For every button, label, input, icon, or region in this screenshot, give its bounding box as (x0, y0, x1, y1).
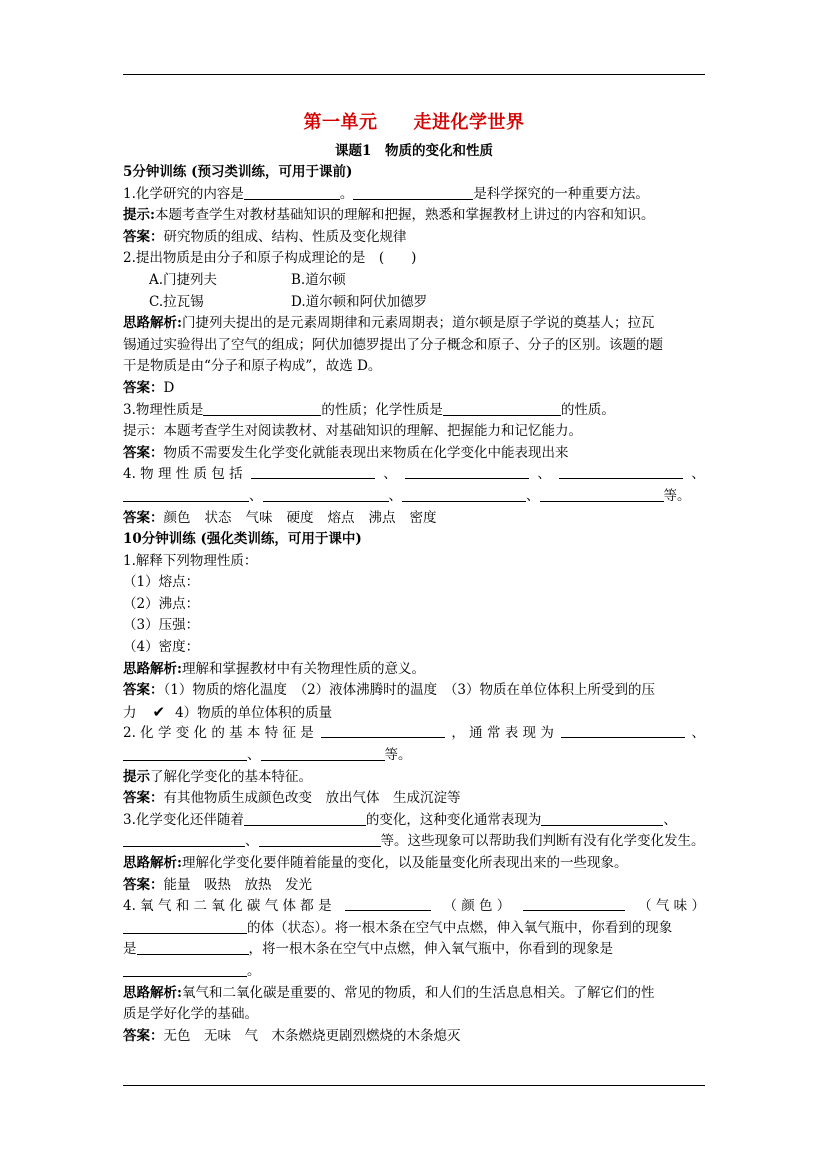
q2-analysis: 思路解析:门捷列夫提出的是元素周期律和元素周期表；道尔顿是原子学说的奠基人；拉瓦 (123, 315, 655, 332)
q5-item: （3）压强： (123, 617, 200, 634)
q5-item: （1）熔点： (123, 574, 200, 591)
q6-hint: 提示了解化学变化的基本特征。 (123, 768, 312, 785)
q4-answer: 答案：颜色 状态 气味 硬度 熔点 沸点 密度 (123, 509, 437, 526)
header-rule (123, 74, 705, 75)
q8-answer: 答案：无色 无味 气 木条燃烧更剧烈燃烧的木条熄灭 (123, 1027, 461, 1044)
q6-stem-cont: 、 等。 (123, 745, 705, 767)
q8-stem-cont: 是 ，将一根木条在空气中点燃，伸入氧气瓶中，你看到的现象是 (123, 941, 613, 958)
q6-answer: 答案：有其他物质生成颜色改变 放出气体 生成沉淀等 (123, 790, 461, 807)
q5-item: （2）沸点： (123, 595, 200, 612)
q5-item: （4）密度： (123, 639, 200, 656)
blank[interactable] (345, 896, 431, 911)
check-mark-icon: ✔ (152, 702, 166, 721)
q8-stem: 4. 氧 气 和 二 氧 化 碳 气 体 都 是 （ 颜 色 ） （ 气 味 ） (123, 898, 705, 915)
blank[interactable] (244, 185, 340, 200)
q2-answer: 答案：D (123, 379, 175, 396)
q5-answer: 答案：（1）物质的熔化温度 （2）液体沸腾时的温度 （3）物质在单位体积上所受到的压 (123, 682, 656, 699)
blank[interactable] (321, 723, 445, 738)
blank[interactable] (261, 746, 385, 761)
unit-number: 第一单元 (303, 112, 378, 133)
q5-answer-cont: 力 ✔ 4）物质的单位体积的质量 (123, 702, 705, 724)
q8-analysis: 思路解析:氧气和二氧化碳是重要的、常见的物质，和人们的生活息息相关。了解它们的性 (123, 984, 655, 1001)
blank[interactable] (123, 832, 245, 847)
blank[interactable] (523, 896, 625, 911)
blank[interactable] (263, 487, 389, 502)
blank[interactable] (137, 940, 249, 955)
q5-stem: 1.解释下列物理性质： (123, 552, 258, 569)
q8-stem-cont: 。 (123, 961, 705, 983)
q7-answer: 答案：能量 吸热 放热 发光 (123, 876, 312, 893)
q5-analysis: 思路解析:理解和掌握教材中有关物理性质的意义。 (123, 660, 425, 677)
q1-stem: 1.化学研究的内容是 。 是科学探究的一种重要方法。 (123, 185, 649, 202)
blank[interactable] (443, 401, 561, 416)
q4-stem-cont: 、 、 、 等。 (123, 486, 705, 508)
unit-name: 走进化学世界 (413, 112, 525, 133)
blank[interactable] (259, 832, 381, 847)
blank[interactable] (561, 723, 685, 738)
blank[interactable] (123, 962, 247, 977)
q3-stem: 3.物理性质是 的性质；化学性质是 的性质。 (123, 401, 615, 418)
q3-answer: 答案：物质不需要发生化学变化就能表现出来物质在化学变化中能表现出来 (123, 444, 569, 461)
blank[interactable] (123, 487, 249, 502)
blank[interactable] (251, 464, 375, 479)
unit-title (123, 106, 705, 140)
section-10min: 10分钟训练 (强化类训练，可用于课中) (123, 531, 362, 548)
blank[interactable] (123, 746, 247, 761)
blank[interactable] (353, 185, 473, 200)
q7-stem: 3.化学变化还伴随着 的变化，这种变化通常表现为 、 (123, 811, 677, 828)
q7-analysis: 思路解析:理解化学变化要伴随着能量的变化，以及能量变化所表现出来的一些现象。 (123, 855, 628, 871)
q3-hint: 提示：本题考查学生对阅读教材、对基础知识的理解、把握能力和记忆能力。 (123, 423, 582, 440)
q6-stem: 2. 化 学 变 化 的 基 本 特 征 是 ， 通 常 表 现 为 、 (123, 725, 705, 742)
q2-analysis-cont: 干是物质是由“分子和原子构成”，故选 D。 (123, 358, 382, 375)
q4-stem: 4. 物 理 性 质 包 括 、 、 、 (123, 466, 705, 483)
q7-stem-cont: 、 等。这些现象可以帮助我们判断有没有化学变化发生。 (123, 831, 705, 853)
blank[interactable] (559, 464, 683, 479)
lesson-title: 课题1 物质的变化和性质 (335, 143, 493, 159)
q2-options-ab: A.门捷列夫 B.道尔顿 (149, 271, 346, 288)
blank[interactable] (123, 919, 247, 934)
q2-stem: 2.提出物质是由分子和原子构成理论的是 ( ) (123, 250, 417, 267)
q2-options-cd: C.拉瓦锡 D.道尔顿和阿伏加德罗 (149, 293, 428, 310)
section-5min: 5分钟训练 (预习类训练，可用于课前) (123, 164, 353, 180)
q2-analysis-cont: 锡通过实验得出了空气的组成；阿伏加德罗提出了分子概念和原子、分子的区别。该题的题 (123, 336, 663, 353)
q8-analysis-cont: 质是学好化学的基础。 (123, 1006, 258, 1023)
blank[interactable] (540, 487, 664, 502)
q8-stem-cont: 的体（状态）。将一根木条在空气中点燃，伸入氧气瓶中，你看到的现象 (123, 918, 705, 940)
worksheet (123, 106, 705, 1047)
blank[interactable] (203, 401, 321, 416)
q1-answer: 答案：研究物质的组成、结构、性质及变化规律 (123, 228, 407, 245)
blank[interactable] (244, 811, 366, 826)
blank[interactable] (541, 811, 663, 826)
blank[interactable] (402, 487, 526, 502)
q1-hint: 提示:本题考查学生对教材基础知识的理解和把握，熟悉和掌握教材上讲过的内容和知识。 (123, 207, 655, 224)
footer-rule (123, 1085, 705, 1086)
blank[interactable] (405, 464, 529, 479)
